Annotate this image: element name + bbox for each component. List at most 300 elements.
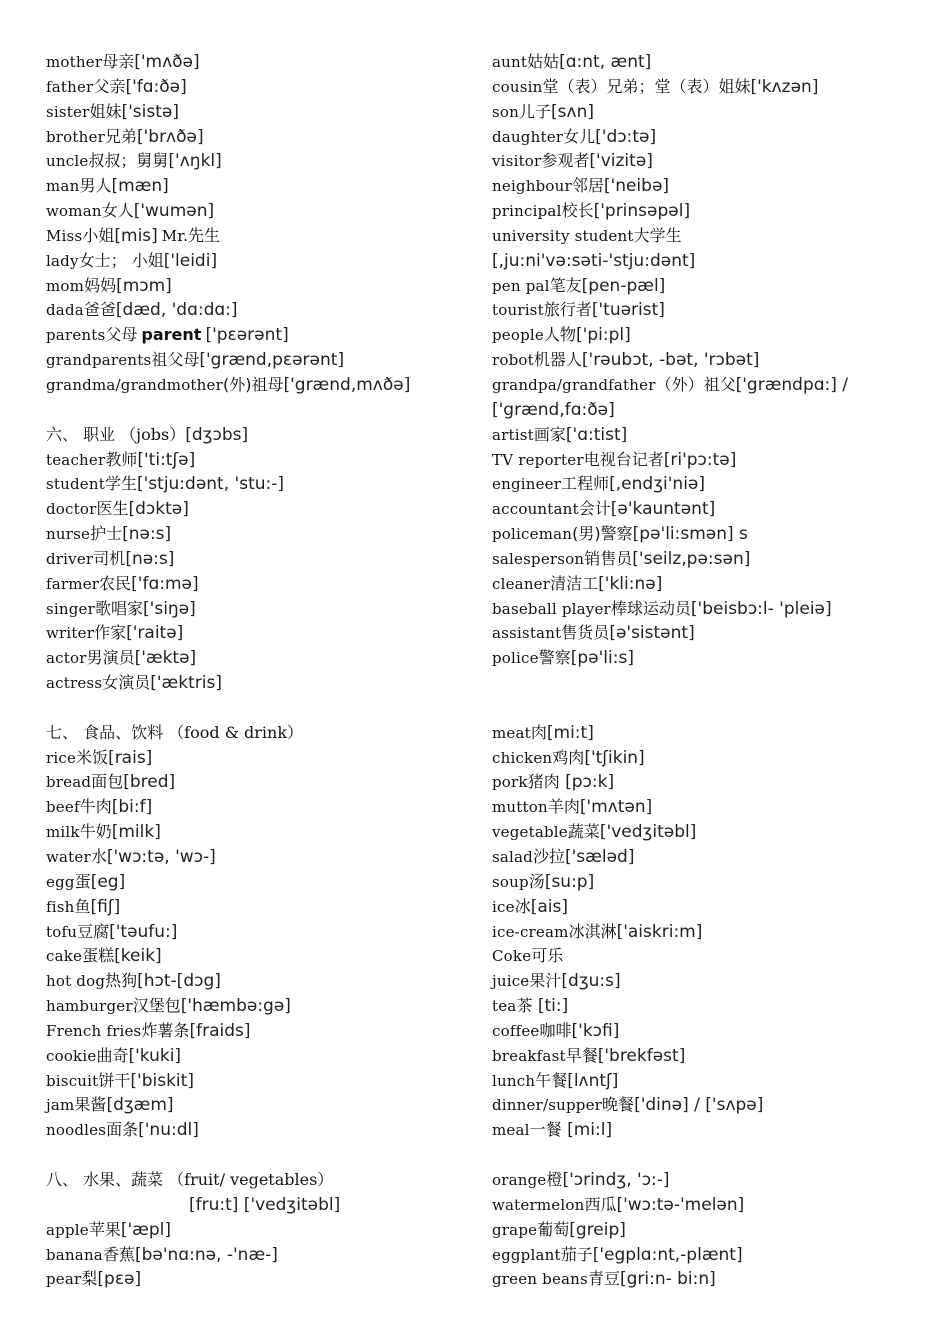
english-word: watermelon — [492, 1195, 585, 1214]
phonetic: ['æktris] — [150, 673, 222, 694]
english-word: people — [492, 326, 544, 345]
vocab-entry — [46, 597, 466, 622]
english-word: meat — [492, 723, 531, 742]
chinese-meaning: 母亲 — [102, 52, 135, 71]
vocab-entry — [492, 770, 932, 795]
vocab-entry — [492, 174, 932, 199]
english-word: nurse — [46, 525, 91, 544]
phonetic: ['fɑ:ðə] — [125, 76, 187, 97]
phonetic: ['wɔ:tə, 'wɔ-] — [106, 847, 216, 867]
english-word: doctor — [46, 500, 97, 519]
english-word: tourist — [492, 301, 544, 320]
phonetic: ['dinə] / ['sʌpə] — [634, 1095, 764, 1116]
phonetic: [ais] — [530, 896, 568, 917]
vocab-entry — [46, 224, 466, 249]
phonetic: ['vizitə] — [589, 151, 653, 172]
chinese-meaning: 咖啡 — [539, 1020, 572, 1040]
phonetic: [ɑ:nt, ænt] — [559, 52, 652, 72]
phonetic: ['grænd,pɛərənt] — [199, 350, 345, 371]
blank-line — [46, 398, 466, 423]
chinese-meaning: 男演员 — [86, 648, 135, 668]
vocab-entry — [46, 522, 466, 547]
chinese-meaning: 午餐 — [535, 1070, 568, 1090]
phonetic: ['biskit] — [130, 1070, 194, 1091]
english-word: actress — [46, 674, 103, 693]
english-word: salad — [492, 848, 533, 866]
chinese-meaning: 茄子 — [560, 1244, 593, 1264]
english-word: dinner/supper — [492, 1096, 603, 1115]
english-word: visitor — [492, 152, 542, 171]
english-word: chicken — [492, 748, 553, 767]
english-word: son — [492, 102, 519, 121]
phonetic: ['neibə] — [603, 176, 670, 197]
phonetic: ['təufu:] — [109, 921, 178, 942]
chinese-meaning: 兄弟 — [104, 126, 137, 146]
chinese-meaning: 青豆 — [587, 1269, 620, 1289]
chinese-meaning: 电视台记者 — [583, 449, 664, 469]
chinese-meaning: 鱼 — [74, 896, 91, 916]
section-heading-text: 七、 食品、饮料 （food & drink） — [46, 722, 304, 742]
vocab-entry — [46, 895, 466, 920]
phonetic: ['beisbɔ:l- 'pleiə] — [690, 598, 832, 619]
vocab-entry — [492, 199, 932, 224]
english-word: Mr. — [161, 226, 189, 245]
vocab-entry — [46, 845, 466, 870]
english-word: milk — [46, 823, 80, 842]
english-word: apple — [46, 1220, 89, 1239]
english-word: mom — [46, 276, 85, 295]
phonetic: ['pi:pl] — [576, 325, 631, 346]
vocab-entry — [46, 1093, 466, 1118]
vocab-entry — [492, 845, 932, 870]
phonetic: ['pɛərənt] — [205, 325, 289, 346]
chinese-meaning: 作家 — [94, 623, 127, 643]
phonetic: [fru:t] ['vedʒitəbl] — [189, 1194, 341, 1215]
phonetic: ['seilz,pə:sən] — [632, 548, 751, 569]
english-word: hot dog — [46, 972, 106, 991]
english-word: grandparents — [46, 351, 152, 370]
phonetic: [mi:l] — [561, 1120, 613, 1141]
english-word: farmer — [46, 574, 100, 593]
english-word: uncle — [46, 152, 89, 171]
vocab-entry — [492, 895, 932, 920]
english-word: rice — [46, 748, 77, 767]
phonetic: ['sæləd] — [565, 847, 635, 867]
vocab-entry — [492, 323, 932, 348]
vocab-entry — [492, 597, 932, 622]
vocab-entry — [46, 944, 466, 969]
chinese-meaning: 儿子 — [519, 101, 552, 121]
vocab-entry — [46, 199, 466, 224]
phonetic: ['rəubɔt, -bət, 'rɔbət] — [581, 350, 760, 371]
vocab-entry — [46, 149, 466, 174]
chinese-meaning: 早餐 — [565, 1045, 598, 1065]
section-heading — [46, 721, 466, 746]
vocab-entry — [492, 1267, 932, 1292]
phonetic: [fiʃ] — [90, 896, 121, 917]
english-word: lunch — [492, 1071, 536, 1090]
vocab-entry — [492, 298, 932, 323]
vocab-entry — [46, 671, 466, 696]
right-column — [492, 50, 932, 1292]
vocab-entry — [492, 448, 932, 473]
chinese-meaning: 蔬菜 — [567, 822, 600, 842]
phonetic: [pɔ:k] — [559, 772, 615, 793]
vocab-entry — [46, 1218, 466, 1243]
phonetic: [dʒu:s] — [561, 971, 621, 992]
vocab-entry — [492, 348, 932, 373]
phonetic: [greip] — [569, 1219, 626, 1240]
vocab-entry — [492, 522, 932, 547]
vocab-entry — [492, 472, 932, 497]
vocab-entry — [492, 149, 932, 174]
vocab-entry — [492, 944, 932, 969]
chinese-meaning: 一餐 — [529, 1120, 562, 1140]
phonetic: ['mʌtən] — [579, 797, 653, 818]
english-word: grandma/grandmother — [46, 375, 223, 394]
vocab-entry — [46, 1267, 466, 1292]
english-word: Miss — [46, 226, 83, 245]
chinese-meaning: 牛肉 — [79, 797, 112, 817]
chinese-meaning: 歌唱家 — [95, 598, 144, 618]
english-word: water — [46, 848, 91, 866]
english-word: biscuit — [46, 1071, 99, 1090]
chinese-meaning: 小姐 — [82, 225, 115, 245]
phonetic: ['ti:tʃə] — [137, 449, 196, 470]
chinese-meaning: (外)祖母 — [222, 374, 284, 394]
chinese-meaning: 曲奇 — [96, 1045, 129, 1065]
vocab-entry — [492, 249, 932, 274]
vocab-entry — [46, 75, 466, 100]
chinese-meaning: 旅行者 — [543, 300, 592, 320]
phonetic: ['wɔ:tə-'melən] — [616, 1194, 745, 1215]
blank-line — [46, 1143, 466, 1168]
english-word: robot — [492, 351, 534, 370]
english-word: sister — [46, 102, 90, 121]
phonetic: ['kʌzən] — [750, 76, 819, 97]
vocab-entry — [492, 547, 932, 572]
chinese-meaning: 清洁工 — [550, 573, 599, 593]
phonetic: ['wumən] — [133, 201, 215, 222]
english-word: tea — [492, 997, 517, 1016]
chinese-meaning: 晚餐 — [602, 1095, 635, 1115]
phonetic: ['brekfəst] — [597, 1045, 686, 1066]
english-word: teacher — [46, 450, 106, 469]
chinese-meaning: 果酱 — [74, 1095, 107, 1115]
vocab-entry — [492, 1044, 932, 1069]
blank-line — [492, 671, 932, 696]
chinese-meaning: 葡萄 — [537, 1219, 570, 1239]
english-word: woman — [46, 202, 102, 221]
chinese-meaning: 农民 — [99, 573, 132, 593]
vocab-entry — [46, 572, 466, 597]
english-word: breakfast — [492, 1046, 566, 1065]
vocab-entry — [492, 497, 932, 522]
english-word: cousin — [492, 77, 543, 96]
phonetic: [gri:n- bi:n] — [619, 1269, 716, 1290]
chinese-meaning: 笔友 — [549, 275, 582, 295]
vocab-entry — [46, 1193, 466, 1218]
phonetic: ['fɑ:mə] — [131, 573, 199, 594]
english-word: aunt — [492, 53, 528, 71]
chinese-meaning: 水 — [90, 847, 107, 866]
section-heading-text: 八、 水果、蔬菜 （fruit/ vegetables） — [46, 1169, 334, 1189]
phonetic: ['grændpɑ:] / — [735, 374, 849, 395]
english-word: singer — [46, 599, 96, 618]
chinese-meaning: 肉 — [530, 722, 547, 742]
phonetic: [dɔktə] — [128, 499, 189, 520]
english-word: dada — [46, 301, 84, 320]
phonetic: ['kɔfi] — [571, 1020, 620, 1041]
blank-line — [46, 696, 466, 721]
vocab-entry — [46, 497, 466, 522]
phonetic: [pə'li:s] — [570, 648, 634, 669]
english-word: meal — [492, 1121, 530, 1140]
chinese-meaning: 冰淇淋 — [568, 921, 617, 941]
chinese-meaning: 羊肉 — [547, 797, 580, 817]
vocab-entry — [492, 1069, 932, 1094]
phonetic: ['vedʒitəbl] — [599, 822, 697, 843]
english-word: vegetable — [492, 823, 568, 842]
chinese-meaning: 祖父母 — [151, 350, 200, 370]
english-word: tofu — [46, 922, 78, 941]
phonetic: [mɔm] — [116, 275, 172, 296]
phonetic: [ti:] — [532, 996, 569, 1017]
chinese-meaning: 猪肉 — [527, 772, 560, 792]
phonetic: ['dɔ:tə] — [595, 126, 657, 147]
chinese-meaning: 面包 — [91, 772, 124, 792]
vocab-entry — [492, 1168, 932, 1193]
phonetic: ['grænd,mʌðə] — [283, 374, 411, 395]
phonetic: ['raitə] — [126, 623, 184, 644]
chinese-meaning: 汤 — [528, 871, 545, 891]
english-word: student — [46, 475, 105, 494]
phonetic: ['kli:nə] — [598, 573, 663, 594]
chinese-meaning: 饼干 — [98, 1070, 131, 1090]
chinese-meaning: 牛奶 — [79, 822, 112, 842]
vocab-entry — [46, 373, 466, 398]
chinese-meaning: 参观者 — [541, 151, 590, 171]
vocab-entry — [46, 348, 466, 373]
vocab-entry — [46, 746, 466, 771]
chinese-meaning: 沙拉 — [532, 847, 565, 866]
phonetic: [,endʒi'niə] — [609, 474, 706, 495]
english-word: noodles — [46, 1121, 107, 1140]
chinese-meaning: (男)警察 — [572, 524, 633, 544]
english-word: eggplant — [492, 1245, 561, 1264]
chinese-meaning: 可乐 — [531, 946, 564, 966]
english-word: pen pal — [492, 276, 550, 295]
chinese-meaning: 爸爸 — [83, 300, 116, 320]
english-word: fish — [46, 897, 75, 916]
english-word: father — [46, 77, 94, 96]
phonetic: [dæd, 'dɑ:dɑ:] — [115, 300, 238, 321]
english-word: pork — [492, 773, 528, 792]
phonetic: [rais] — [108, 747, 153, 768]
phonetic: ['prinsəpəl] — [593, 201, 691, 222]
vocab-entry — [492, 572, 932, 597]
english-word: assistant — [492, 624, 562, 643]
chinese-meaning: 热狗 — [105, 971, 138, 991]
section-heading — [46, 1168, 466, 1193]
chinese-meaning: 堂（表）兄弟；堂（表）姐妹 — [542, 76, 751, 96]
chinese-meaning: 女儿 — [563, 126, 596, 146]
vocab-entry — [46, 274, 466, 299]
english-word: man — [46, 177, 80, 196]
chinese-meaning: 学生 — [104, 474, 137, 494]
english-word: Coke — [492, 947, 532, 966]
phonetic: [ri'pɔ:tə] — [663, 449, 737, 470]
vocab-entry — [492, 820, 932, 845]
vocab-entry — [46, 621, 466, 646]
phonetic: [mæn] — [111, 176, 169, 197]
blank-line — [492, 1143, 932, 1168]
chinese-meaning: 校长 — [561, 201, 594, 221]
phonetic: ['leidi] — [163, 250, 218, 271]
phonetic: ['sistə] — [121, 101, 179, 122]
vocab-entry — [492, 75, 932, 100]
english-word: ice — [492, 897, 515, 916]
vocab-entry — [46, 1069, 466, 1094]
english-word: neighbour — [492, 177, 572, 196]
chinese-meaning: 梨 — [81, 1269, 98, 1289]
vocab-entry — [46, 1118, 466, 1143]
vocab-entry — [492, 373, 932, 398]
vocab-entry — [46, 646, 466, 671]
vocab-entry — [492, 224, 932, 249]
vocab-entry — [492, 969, 932, 994]
vocab-entry — [46, 100, 466, 125]
chinese-meaning: 米饭 — [76, 747, 109, 767]
vocab-entry — [46, 174, 466, 199]
vocab-entry — [492, 423, 932, 448]
chinese-meaning: 女演员 — [102, 673, 151, 693]
vocab-entry — [492, 1093, 932, 1118]
chinese-meaning: 售货员 — [561, 623, 610, 643]
english-word: baseball player — [492, 599, 611, 618]
chinese-meaning: 橙 — [546, 1169, 563, 1189]
english-word: writer — [46, 624, 95, 643]
english-word: bread — [46, 773, 92, 792]
vocab-entry — [492, 621, 932, 646]
phonetic: [fraids] — [189, 1020, 251, 1041]
phonetic: [milk] — [111, 822, 161, 843]
chinese-meaning: 女人 — [101, 201, 134, 221]
english-word: grandpa/grandfather — [492, 375, 656, 394]
phonetic: ['ʌŋkl] — [168, 151, 222, 172]
chinese-meaning: 香蕉 — [102, 1244, 135, 1264]
chinese-meaning: 豆腐 — [77, 921, 110, 941]
chinese-meaning: 面条 — [106, 1120, 139, 1140]
english-word: TV reporter — [492, 450, 584, 469]
english-word: beef — [46, 798, 80, 817]
phonetic: [keik] — [114, 946, 162, 967]
blank-line — [492, 696, 932, 721]
vocab-entry — [492, 274, 932, 299]
english-word: university student — [492, 226, 634, 245]
chinese-meaning: 汉堡包 — [132, 996, 181, 1016]
vocab-entry — [46, 1019, 466, 1044]
chinese-meaning: 大学生 — [633, 225, 682, 245]
english-word: pear — [46, 1270, 82, 1289]
phonetic: [bə'nɑ:nə, -'næ-] — [134, 1244, 278, 1265]
phonetic: [ə'sistənt] — [609, 623, 695, 644]
english-word: parents — [46, 326, 106, 345]
chinese-meaning: 父母 — [105, 325, 138, 345]
vocab-entry — [492, 920, 932, 945]
vocab-entry — [46, 1044, 466, 1069]
english-word: actor — [46, 649, 87, 668]
english-word: banana — [46, 1245, 103, 1264]
phonetic: ['brʌðə] — [136, 126, 204, 147]
english-word: police — [492, 649, 539, 668]
english-word: brother — [46, 127, 105, 146]
chinese-meaning: 苹果 — [88, 1219, 121, 1239]
chinese-meaning: 警察 — [538, 648, 571, 668]
chinese-meaning: 男人 — [79, 176, 112, 196]
vocab-entry — [46, 547, 466, 572]
phonetic: [mi:t] — [546, 722, 594, 743]
phonetic: [dʒɔbs] — [185, 424, 249, 445]
vocab-entry — [492, 1218, 932, 1243]
english-word: cake — [46, 947, 83, 966]
phonetic: [bi:f] — [111, 797, 153, 818]
english-word: artist — [492, 425, 534, 444]
phonetic: ['ɑ:tist] — [565, 424, 628, 445]
phonetic: [,ju:ni'və:səti-'stju:dənt] — [492, 250, 696, 271]
english-word: coffee — [492, 1021, 540, 1040]
vocab-entry — [492, 795, 932, 820]
vocab-entry — [492, 1019, 932, 1044]
vocab-entry — [492, 100, 932, 125]
vocab-entry — [46, 448, 466, 473]
chinese-meaning: 姑姑 — [527, 52, 560, 71]
chinese-meaning: 女士； 小姐 — [78, 250, 164, 270]
vocab-entry — [46, 1243, 466, 1268]
phonetic: [pen-pæl] — [581, 275, 666, 296]
english-word: ice-cream — [492, 922, 569, 941]
chinese-meaning: 销售员 — [584, 548, 633, 568]
phonetic: [sʌn] — [551, 101, 594, 122]
vocab-entry — [46, 249, 466, 274]
vocab-entry — [46, 994, 466, 1019]
english-word: hamburger — [46, 997, 133, 1016]
phonetic: ['hæmbə:gə] — [180, 996, 291, 1017]
chinese-meaning: 妈妈 — [84, 275, 117, 295]
vocab-entry — [46, 920, 466, 945]
english-word: egg — [46, 872, 75, 891]
vocab-entry — [46, 472, 466, 497]
phonetic: ['æktə] — [134, 648, 197, 669]
chinese-meaning: 工程师 — [561, 474, 610, 494]
section-heading-text: 六、 职业 （jobs） — [46, 424, 186, 444]
phonetic: ['stju:dənt, 'stu:-] — [136, 474, 284, 495]
phonetic: [pɛə] — [97, 1269, 142, 1290]
phonetic: [mis] — [114, 225, 158, 246]
chinese-meaning: 棒球运动员 — [610, 598, 691, 618]
chinese-meaning: 先生 — [188, 225, 221, 245]
english-word: cookie — [46, 1046, 97, 1065]
english-word: mother — [46, 53, 103, 71]
english-word: soup — [492, 872, 529, 891]
vocab-entry — [46, 870, 466, 895]
phonetic: ['kuki] — [128, 1045, 182, 1066]
left-column — [46, 50, 466, 1292]
chinese-meaning: 果汁 — [529, 971, 562, 991]
chinese-meaning: 人物 — [544, 325, 577, 345]
english-word: orange — [492, 1170, 547, 1189]
phonetic: ['siŋə] — [143, 598, 196, 619]
